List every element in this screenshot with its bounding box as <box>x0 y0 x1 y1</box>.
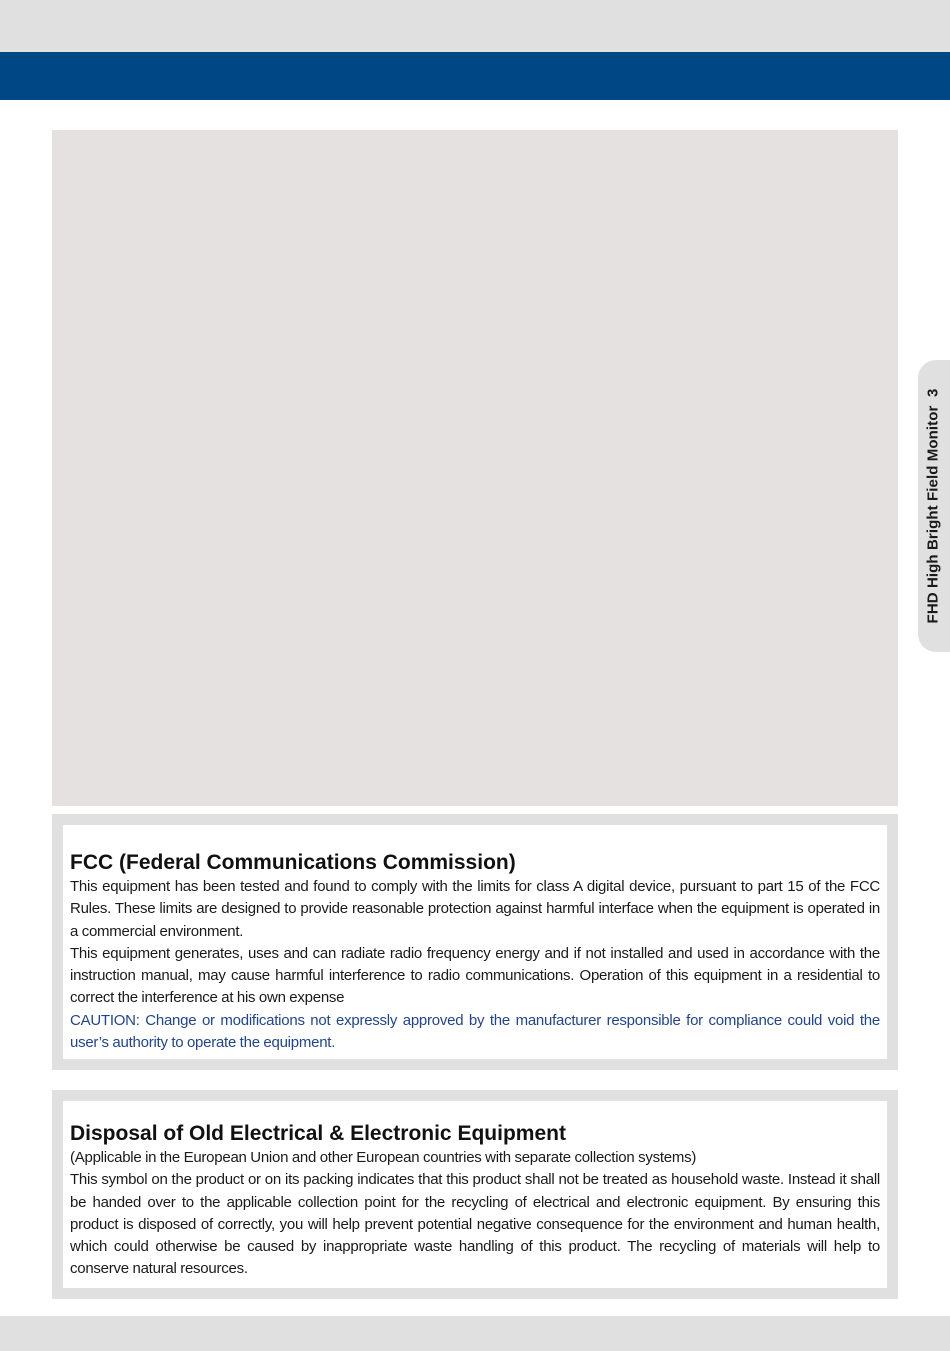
disposal-paragraph: This symbol on the product or on its packing indicates that this product shall not be treated as household waste. Instead it shall be handed over to the applicable collection point for the recycling of electrical and electronic equipment. By ensuring this product is disposed of correctly, you will help prevent potential negative consequence for the environment and human health, which could otherwise be caused by inappropriate waste handling of this product. The recycling of materials will help to conserve natural resources. <box>70 1171 880 1278</box>
disposal-panel <box>52 1090 898 1299</box>
side-tab-text <box>925 389 942 624</box>
page-number: 3 <box>924 388 942 398</box>
fcc-paragraph-2: This equipment generates, uses and can radiate radio frequency energy and if not installed and used in accordance with the instruction manual, may cause harmful interference to radio communications. Operation of this equipment in a residential to correct the interference at his own expense <box>70 944 880 1007</box>
header-band <box>0 52 950 100</box>
fcc-panel-content <box>70 850 880 1054</box>
disposal-panel-content <box>70 1121 880 1281</box>
disposal-panel-inner <box>63 1101 887 1288</box>
figure-placeholder <box>52 130 898 806</box>
fcc-panel <box>52 814 898 1070</box>
bottom-gray-strip <box>0 1316 950 1351</box>
fcc-paragraph-1: This equipment has been tested and found to comply with the limits for class A digital device, pursuant to part 15 of the FCC Rules. These limits are designed to provide reasonable protection against harmful interface when the equipment is operated in a commercial environment. <box>70 878 880 940</box>
top-gray-strip <box>0 0 950 52</box>
fcc-panel-inner <box>63 825 887 1059</box>
disposal-title: Disposal of Old Electrical & Electronic Equipment <box>70 1122 566 1145</box>
fcc-title: FCC (Federal Communications Commission) <box>70 851 516 874</box>
disposal-subtitle: (Applicable in the European Union and other European countries with separate collection systems) <box>70 1149 697 1166</box>
fcc-caution: CAUTION: Change or modifications not expressly approved by the manufacturer responsible for compliance could void the user’s authority to operate the equipment. <box>70 1011 880 1052</box>
side-tab-label: FHD High Bright Field Monitor <box>924 405 942 624</box>
